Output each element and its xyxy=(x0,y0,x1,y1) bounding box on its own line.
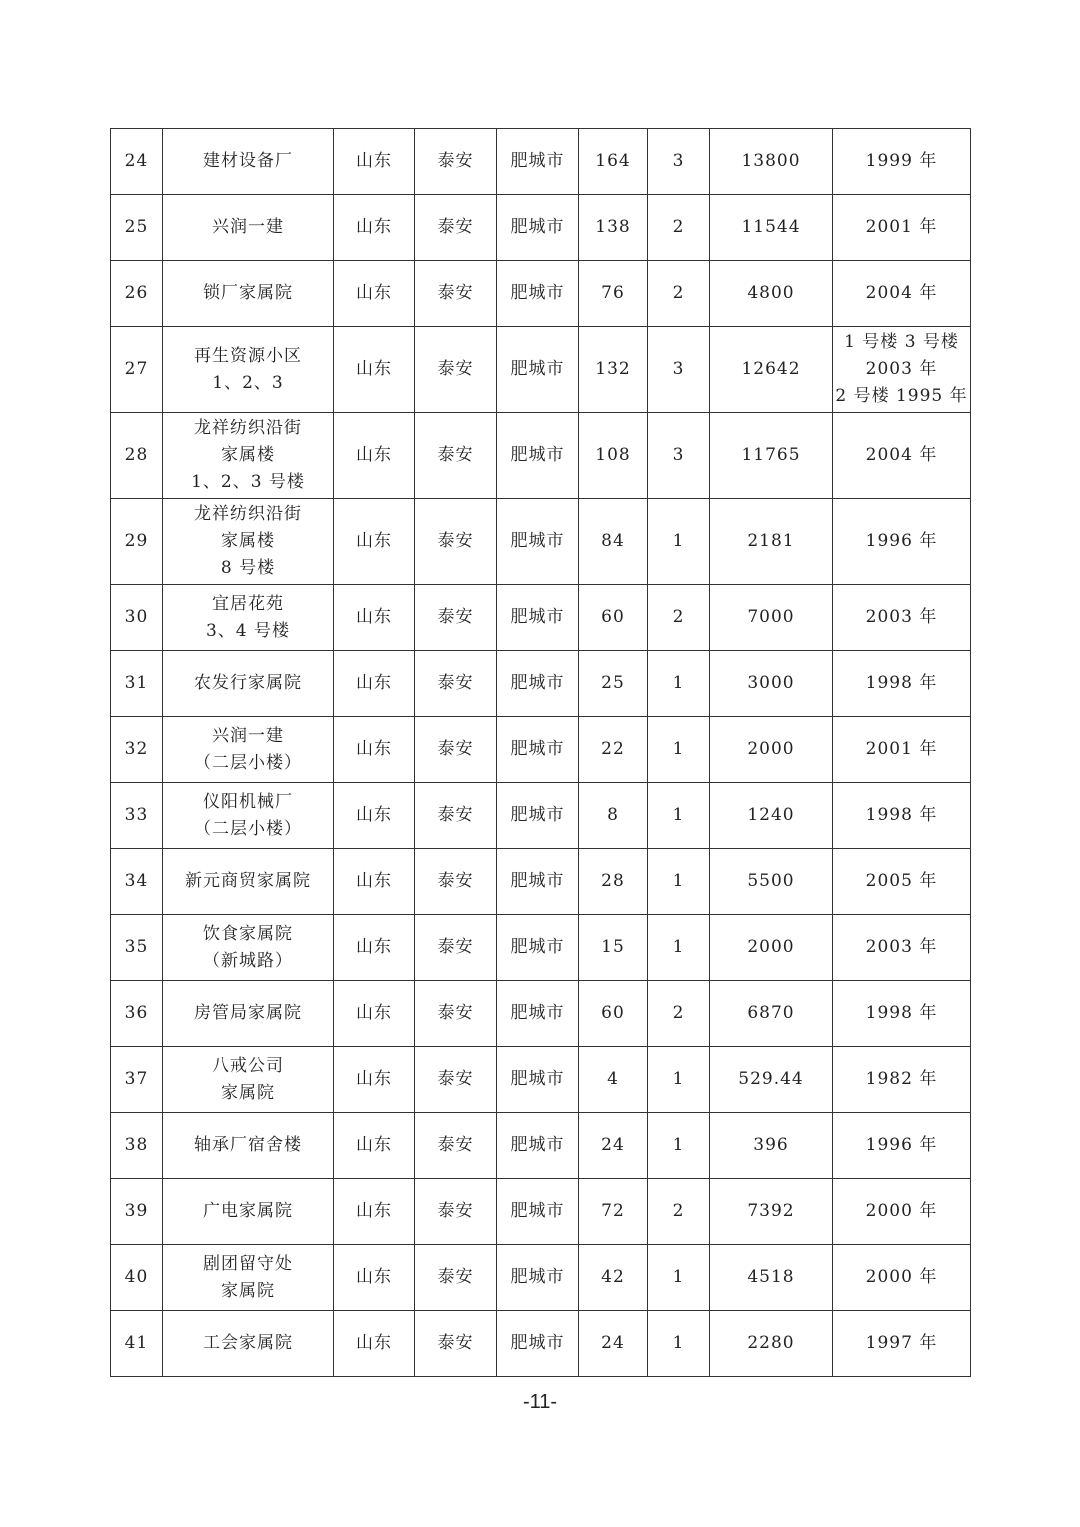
cell-households: 28 xyxy=(579,849,648,915)
cell-name xyxy=(163,783,334,849)
table-row xyxy=(111,129,971,195)
cell-city: 泰安 xyxy=(415,327,497,413)
cell-buildings: 1 xyxy=(648,849,710,915)
cell-buildings: 1 xyxy=(648,1047,710,1113)
cell-name-line: 锁厂家属院 xyxy=(203,283,293,303)
cell-city: 泰安 xyxy=(415,717,497,783)
cell-households: 132 xyxy=(579,327,648,413)
cell-county: 肥城市 xyxy=(497,981,579,1047)
table-row xyxy=(111,195,971,261)
cell-year xyxy=(833,195,971,261)
cell-county: 肥城市 xyxy=(497,849,579,915)
cell-city: 泰安 xyxy=(415,413,497,499)
cell-households: 60 xyxy=(579,981,648,1047)
cell-year xyxy=(833,327,971,413)
cell-city: 泰安 xyxy=(415,1311,497,1377)
cell-households: 138 xyxy=(579,195,648,261)
cell-number: 27 xyxy=(111,327,163,413)
cell-city: 泰安 xyxy=(415,849,497,915)
cell-number: 30 xyxy=(111,585,163,651)
cell-name-line: 家属院 xyxy=(221,1280,275,1301)
cell-name xyxy=(163,651,334,717)
cell-year-line: 2 号楼 1995 年 xyxy=(835,386,968,406)
cell-name xyxy=(163,1179,334,1245)
cell-buildings: 1 xyxy=(648,499,710,585)
cell-county: 肥城市 xyxy=(497,499,579,585)
cell-year-line: 1982 年 xyxy=(865,1069,938,1089)
cell-buildings: 3 xyxy=(648,129,710,195)
table-row xyxy=(111,651,971,717)
cell-county: 肥城市 xyxy=(497,195,579,261)
cell-name-line: （二层小楼） xyxy=(194,818,302,839)
cell-name-line: 兴润一建 xyxy=(212,217,284,237)
cell-province: 山东 xyxy=(334,651,415,717)
cell-county: 肥城市 xyxy=(497,413,579,499)
cell-name xyxy=(163,585,334,651)
cell-area: 5500 xyxy=(710,849,833,915)
cell-area: 7000 xyxy=(710,585,833,651)
cell-year-line: 1 号楼 3 号楼 xyxy=(844,332,959,352)
cell-area: 1240 xyxy=(710,783,833,849)
cell-county: 肥城市 xyxy=(497,651,579,717)
cell-households: 24 xyxy=(579,1113,648,1179)
cell-name xyxy=(163,195,334,261)
cell-number: 39 xyxy=(111,1179,163,1245)
cell-number: 31 xyxy=(111,651,163,717)
cell-name xyxy=(163,129,334,195)
cell-name xyxy=(163,1311,334,1377)
cell-year xyxy=(833,717,971,783)
cell-name-line: 广电家属院 xyxy=(203,1201,293,1221)
cell-name xyxy=(163,915,334,981)
cell-households: 25 xyxy=(579,651,648,717)
cell-year-line: 1996 年 xyxy=(865,1135,938,1155)
cell-households: 76 xyxy=(579,261,648,327)
table-row xyxy=(111,499,971,585)
cell-households: 60 xyxy=(579,585,648,651)
cell-city: 泰安 xyxy=(415,129,497,195)
cell-households: 72 xyxy=(579,1179,648,1245)
cell-county: 肥城市 xyxy=(497,783,579,849)
cell-city: 泰安 xyxy=(415,499,497,585)
cell-year xyxy=(833,1179,971,1245)
cell-name-line: 房管局家属院 xyxy=(194,1003,302,1023)
cell-city: 泰安 xyxy=(415,1113,497,1179)
cell-name-line: 1、2、3 xyxy=(212,372,284,393)
cell-county: 肥城市 xyxy=(497,1311,579,1377)
cell-area: 4800 xyxy=(710,261,833,327)
cell-buildings: 1 xyxy=(648,1311,710,1377)
cell-year xyxy=(833,413,971,499)
cell-province: 山东 xyxy=(334,717,415,783)
cell-year xyxy=(833,783,971,849)
cell-area: 4518 xyxy=(710,1245,833,1311)
cell-year-line: 2003 年 xyxy=(865,607,938,627)
cell-households: 24 xyxy=(579,1311,648,1377)
cell-year-line: 1998 年 xyxy=(865,805,938,825)
cell-year xyxy=(833,1311,971,1377)
cell-county: 肥城市 xyxy=(497,129,579,195)
cell-city: 泰安 xyxy=(415,1179,497,1245)
cell-province: 山东 xyxy=(334,1179,415,1245)
page-number: -11- xyxy=(522,1391,558,1413)
table-row xyxy=(111,915,971,981)
cell-number: 25 xyxy=(111,195,163,261)
cell-city: 泰安 xyxy=(415,915,497,981)
cell-province: 山东 xyxy=(334,1113,415,1179)
cell-name xyxy=(163,1245,334,1311)
cell-name-line: （二层小楼） xyxy=(194,752,302,773)
cell-province: 山东 xyxy=(334,585,415,651)
cell-households: 164 xyxy=(579,129,648,195)
cell-year-line: 1999 年 xyxy=(865,151,938,171)
cell-buildings: 1 xyxy=(648,651,710,717)
cell-area: 12642 xyxy=(710,327,833,413)
table-body xyxy=(111,129,971,1377)
cell-buildings: 1 xyxy=(648,915,710,981)
cell-number: 26 xyxy=(111,261,163,327)
cell-year xyxy=(833,849,971,915)
cell-buildings: 2 xyxy=(648,195,710,261)
cell-year-line: 2005 年 xyxy=(865,871,938,891)
cell-year-line: 2001 年 xyxy=(865,217,938,237)
cell-name-line: 建材设备厂 xyxy=(203,151,293,171)
cell-year xyxy=(833,915,971,981)
cell-province: 山东 xyxy=(334,327,415,413)
cell-name-line: 农发行家属院 xyxy=(194,673,302,693)
cell-households: 15 xyxy=(579,915,648,981)
community-table xyxy=(110,128,971,1377)
cell-name xyxy=(163,717,334,783)
cell-number: 41 xyxy=(111,1311,163,1377)
cell-number: 38 xyxy=(111,1113,163,1179)
cell-city: 泰安 xyxy=(415,981,497,1047)
cell-name-line: 8 号楼 xyxy=(220,558,276,578)
table-row xyxy=(111,981,971,1047)
cell-year xyxy=(833,1245,971,1311)
cell-area: 3000 xyxy=(710,651,833,717)
cell-number: 35 xyxy=(111,915,163,981)
cell-province: 山东 xyxy=(334,915,415,981)
table-row xyxy=(111,717,971,783)
cell-households: 4 xyxy=(579,1047,648,1113)
table-row xyxy=(111,849,971,915)
cell-province: 山东 xyxy=(334,1047,415,1113)
cell-buildings: 3 xyxy=(648,327,710,413)
cell-name-line: 工会家属院 xyxy=(203,1333,293,1353)
cell-name-line: 3、4 号楼 xyxy=(205,620,291,641)
table-row xyxy=(111,1245,971,1311)
cell-year-line: 2000 年 xyxy=(865,1267,938,1287)
cell-households: 108 xyxy=(579,413,648,499)
cell-year-line: 2004 年 xyxy=(865,445,938,465)
cell-province: 山东 xyxy=(334,1245,415,1311)
cell-area: 11765 xyxy=(710,413,833,499)
cell-county: 肥城市 xyxy=(497,915,579,981)
cell-number: 29 xyxy=(111,499,163,585)
cell-area: 2280 xyxy=(710,1311,833,1377)
table-row xyxy=(111,1047,971,1113)
cell-city: 泰安 xyxy=(415,261,497,327)
cell-name-line: 宜居花苑 xyxy=(212,593,284,614)
cell-year-line: 2000 年 xyxy=(865,1201,938,1221)
cell-households: 84 xyxy=(579,499,648,585)
table-row xyxy=(111,327,971,413)
cell-county: 肥城市 xyxy=(497,1113,579,1179)
cell-city: 泰安 xyxy=(415,1245,497,1311)
table-row xyxy=(111,1113,971,1179)
cell-province: 山东 xyxy=(334,195,415,261)
cell-buildings: 2 xyxy=(648,261,710,327)
cell-year xyxy=(833,129,971,195)
cell-province: 山东 xyxy=(334,981,415,1047)
cell-county: 肥城市 xyxy=(497,261,579,327)
cell-number: 40 xyxy=(111,1245,163,1311)
cell-name-line: 家属院 xyxy=(221,1082,275,1103)
cell-buildings: 2 xyxy=(648,585,710,651)
cell-city: 泰安 xyxy=(415,585,497,651)
cell-year xyxy=(833,1047,971,1113)
cell-area: 396 xyxy=(710,1113,833,1179)
cell-households: 22 xyxy=(579,717,648,783)
cell-number: 36 xyxy=(111,981,163,1047)
table-row xyxy=(111,783,971,849)
cell-buildings: 1 xyxy=(648,783,710,849)
cell-year-line: 2003 年 xyxy=(865,937,938,957)
cell-name-line: 家属楼 xyxy=(221,531,275,551)
cell-name xyxy=(163,1047,334,1113)
cell-year-line: 1998 年 xyxy=(865,1003,938,1023)
cell-county: 肥城市 xyxy=(497,1047,579,1113)
table-row xyxy=(111,413,971,499)
cell-year-line: 1998 年 xyxy=(865,673,938,693)
cell-name xyxy=(163,413,334,499)
cell-name-line: 八戒公司 xyxy=(212,1055,284,1076)
cell-year xyxy=(833,499,971,585)
cell-name-line: 饮食家属院 xyxy=(203,923,293,944)
cell-county: 肥城市 xyxy=(497,585,579,651)
cell-buildings: 3 xyxy=(648,413,710,499)
cell-year xyxy=(833,585,971,651)
cell-area: 13800 xyxy=(710,129,833,195)
cell-province: 山东 xyxy=(334,499,415,585)
table-row xyxy=(111,261,971,327)
cell-name-line: 再生资源小区 xyxy=(194,345,302,366)
cell-name xyxy=(163,1113,334,1179)
cell-year-line: 2004 年 xyxy=(865,283,938,303)
cell-number: 37 xyxy=(111,1047,163,1113)
table-row xyxy=(111,1179,971,1245)
cell-year xyxy=(833,981,971,1047)
cell-area: 7392 xyxy=(710,1179,833,1245)
cell-number: 33 xyxy=(111,783,163,849)
table-row xyxy=(111,1311,971,1377)
cell-name-line: 龙祥纺织沿街 xyxy=(194,418,302,438)
cell-year xyxy=(833,261,971,327)
cell-province: 山东 xyxy=(334,261,415,327)
cell-name xyxy=(163,981,334,1047)
cell-city: 泰安 xyxy=(415,1047,497,1113)
cell-number: 32 xyxy=(111,717,163,783)
cell-area: 2000 xyxy=(710,717,833,783)
cell-province: 山东 xyxy=(334,849,415,915)
cell-area: 529.44 xyxy=(710,1047,833,1113)
cell-area: 2181 xyxy=(710,499,833,585)
cell-buildings: 1 xyxy=(648,1245,710,1311)
cell-county: 肥城市 xyxy=(497,1179,579,1245)
cell-name xyxy=(163,261,334,327)
cell-county: 肥城市 xyxy=(497,1245,579,1311)
cell-city: 泰安 xyxy=(415,783,497,849)
cell-area: 11544 xyxy=(710,195,833,261)
cell-households: 42 xyxy=(579,1245,648,1311)
cell-province: 山东 xyxy=(334,783,415,849)
cell-year-line: 2003 年 xyxy=(865,359,938,379)
cell-name-line: （新城路） xyxy=(203,950,293,971)
cell-area: 2000 xyxy=(710,915,833,981)
cell-number: 24 xyxy=(111,129,163,195)
cell-name-line: 剧团留守处 xyxy=(203,1253,293,1274)
cell-name-line: 兴润一建 xyxy=(212,725,284,746)
cell-year-line: 1997 年 xyxy=(865,1333,938,1353)
cell-city: 泰安 xyxy=(415,651,497,717)
cell-province: 山东 xyxy=(334,1311,415,1377)
cell-name-line: 龙祥纺织沿街 xyxy=(194,504,302,524)
cell-buildings: 1 xyxy=(648,717,710,783)
cell-year-line: 2001 年 xyxy=(865,739,938,759)
cell-province: 山东 xyxy=(334,413,415,499)
table-row xyxy=(111,585,971,651)
cell-name-line: 轴承厂宿舍楼 xyxy=(194,1135,302,1155)
cell-county: 肥城市 xyxy=(497,327,579,413)
cell-name xyxy=(163,849,334,915)
cell-county: 肥城市 xyxy=(497,717,579,783)
cell-number: 34 xyxy=(111,849,163,915)
cell-buildings: 1 xyxy=(648,1113,710,1179)
cell-number: 28 xyxy=(111,413,163,499)
cell-buildings: 2 xyxy=(648,981,710,1047)
cell-name xyxy=(163,327,334,413)
cell-name-line: 1、2、3 号楼 xyxy=(191,472,305,492)
cell-province: 山东 xyxy=(334,129,415,195)
cell-households: 8 xyxy=(579,783,648,849)
cell-name-line: 新元商贸家属院 xyxy=(185,871,311,891)
cell-year-line: 1996 年 xyxy=(865,531,938,551)
cell-city: 泰安 xyxy=(415,195,497,261)
cell-name xyxy=(163,499,334,585)
cell-name-line: 仪阳机械厂 xyxy=(203,791,293,812)
cell-year xyxy=(833,651,971,717)
cell-name-line: 家属楼 xyxy=(221,445,275,465)
cell-area: 6870 xyxy=(710,981,833,1047)
cell-year xyxy=(833,1113,971,1179)
cell-buildings: 2 xyxy=(648,1179,710,1245)
